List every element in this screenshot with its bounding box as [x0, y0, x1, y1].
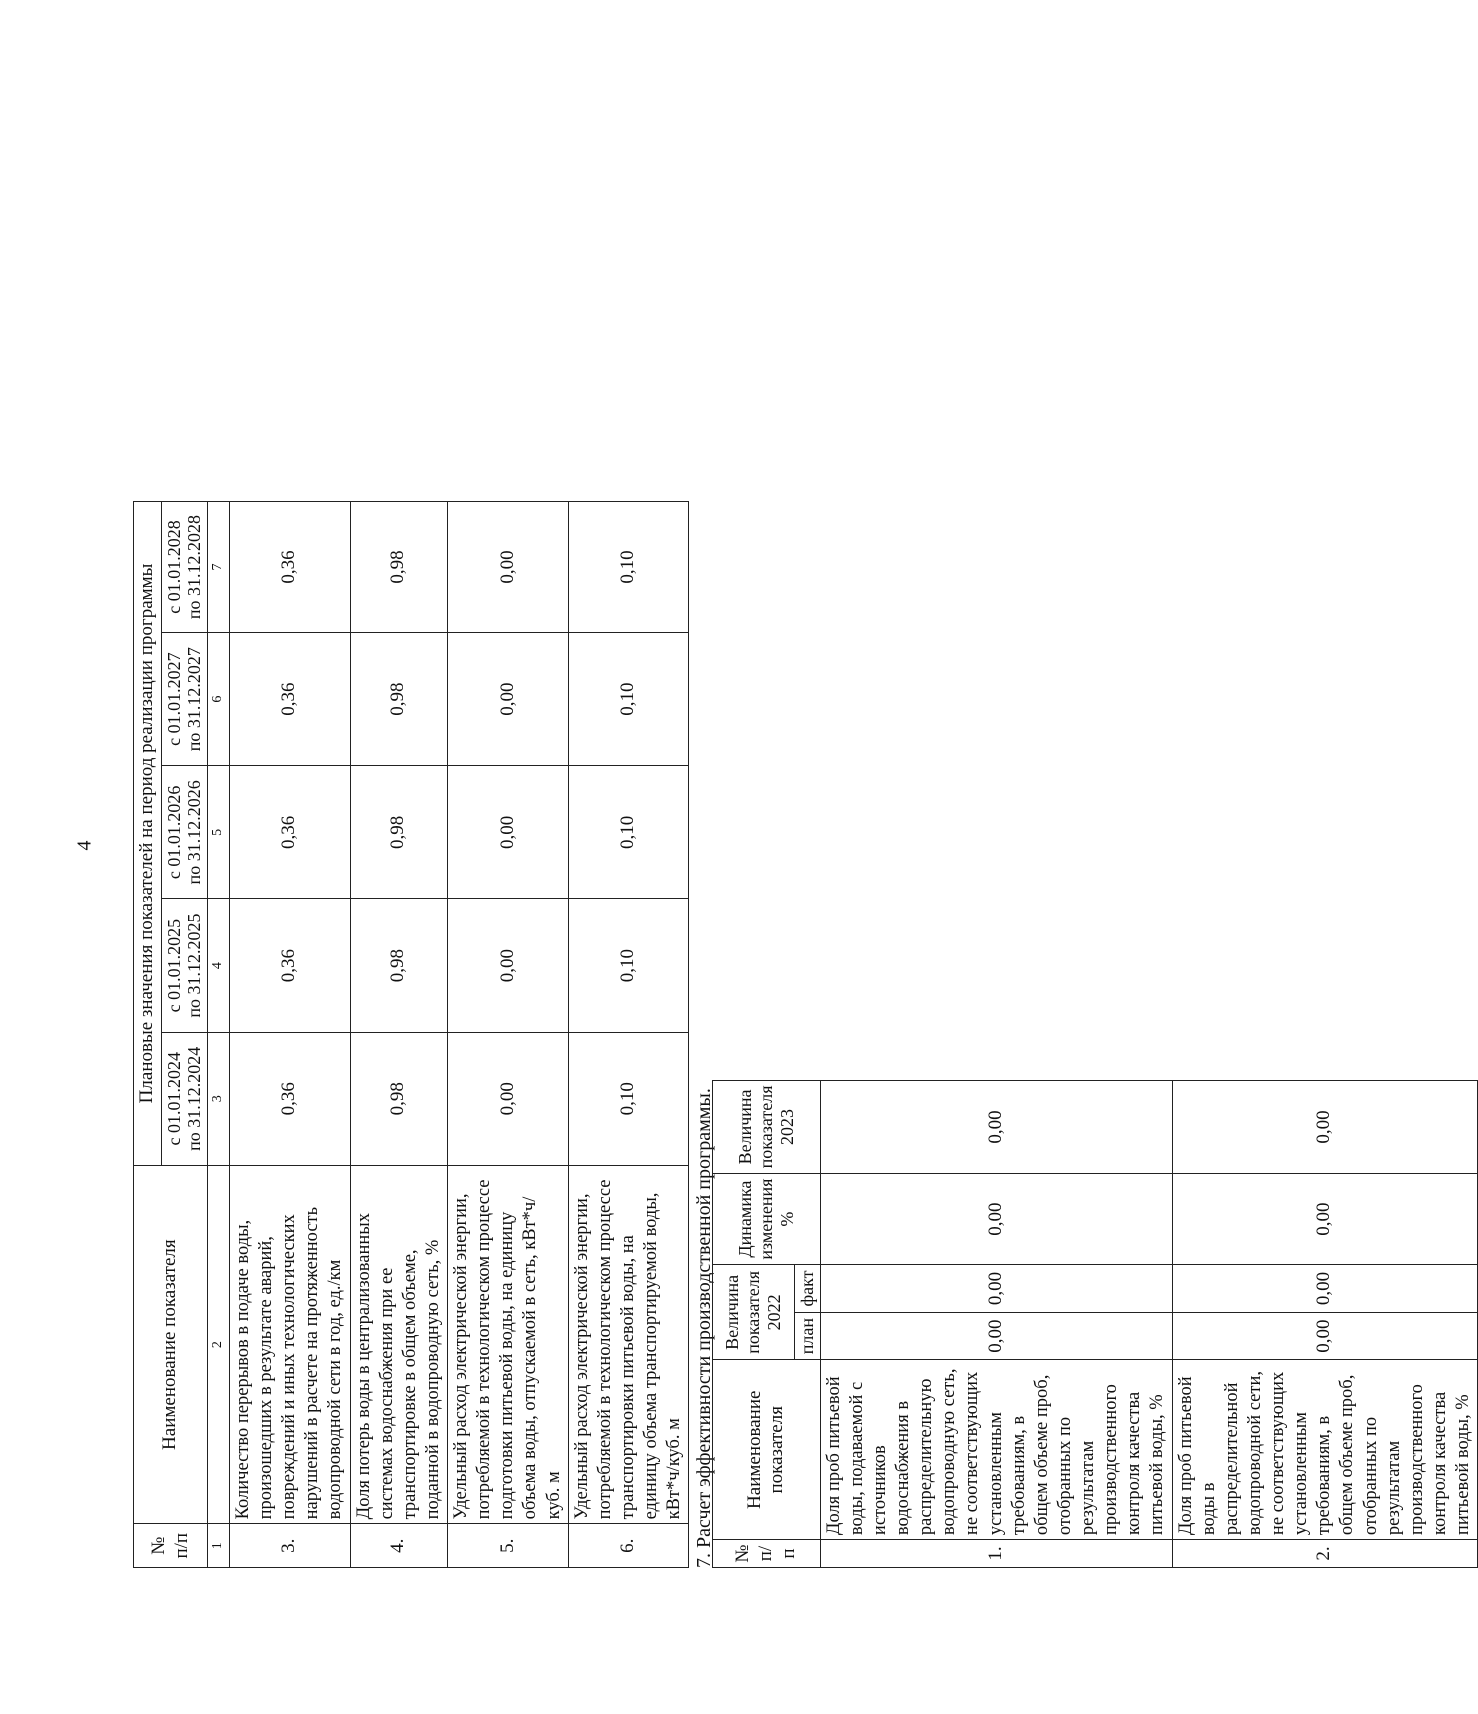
- row-num: 4.: [350, 1524, 448, 1568]
- row-value: 0,00: [448, 899, 569, 1032]
- index-cell: 4: [208, 899, 230, 1032]
- header-plan: план: [795, 1312, 821, 1360]
- row-value: 0,36: [229, 1032, 350, 1165]
- planned-indicators-table: [133, 501, 689, 1568]
- row-name: Количество перерывов в подаче воды, произошедших в результате аварий, повреждений и иных технологических нарушений в расчете на протяженность водопроводной сети в год, ед./км: [229, 1165, 350, 1524]
- index-cell: 6: [208, 633, 230, 766]
- row-value-2023: 0,00: [820, 1081, 1172, 1174]
- index-cell: 2: [208, 1165, 230, 1524]
- row-plan: 0,00: [1172, 1312, 1478, 1360]
- row-value: 0,00: [448, 502, 569, 633]
- header-num: № п/п: [713, 1540, 821, 1568]
- row-value: 0,00: [448, 1032, 569, 1165]
- row-dynamics: 0,00: [1172, 1173, 1478, 1264]
- efficiency-table-container: [712, 1080, 1478, 1568]
- row-value: 0,10: [568, 766, 689, 899]
- row-value: 0,36: [229, 899, 350, 1032]
- row-name: Доля проб питьевой воды, подаваемой с источников водоснабжения в распределительную водопроводную сеть, не соответствующих установленным требованиям, в общем объеме проб, отобранных по результатам производственного контроля качества питьевой воды, %: [820, 1360, 1172, 1540]
- row-name: Доля проб питьевой воды в распределительной водопроводной сети, не соответствующих установленным требованиям, в общем объеме проб, отобранных по результатам производственного контроля качества питьевой воды, %: [1172, 1360, 1478, 1540]
- header-value-2023: Величина показателя 2023: [713, 1081, 821, 1174]
- row-value: 0,10: [568, 1032, 689, 1165]
- header-period: с 01.01.2028 по 31.12.2028: [161, 502, 207, 633]
- row-num: 5.: [448, 1524, 569, 1568]
- indicators-table-container: [133, 501, 689, 1568]
- row-value: 0,36: [229, 633, 350, 766]
- table-row: [350, 502, 448, 1568]
- header-group: Плановые значения показателей на период реализации программы: [134, 502, 162, 1166]
- header-name: Наименование показателя: [713, 1360, 821, 1540]
- header-name: Наименование показателя: [134, 1165, 208, 1524]
- row-name: Удельный расход электрической энергии, потребляемой в технологическом процессе подготовки питьевой воды, на единицу объема воды, отпускаемой в сеть, кВт*ч/куб. м: [448, 1165, 569, 1524]
- row-num: 2.: [1172, 1540, 1478, 1568]
- row-value: 0,98: [350, 1032, 448, 1165]
- header-fact: факт: [795, 1265, 821, 1312]
- row-value: 0,98: [350, 502, 448, 633]
- row-value: 0,00: [448, 633, 569, 766]
- row-fact: 0,00: [1172, 1265, 1478, 1312]
- row-value: 0,36: [229, 766, 350, 899]
- row-num: 3.: [229, 1524, 350, 1568]
- header-period: с 01.01.2024 по 31.12.2024: [161, 1032, 207, 1165]
- header-value-2022: Величина показателя 2022: [713, 1265, 795, 1360]
- header-num: № п/п: [134, 1524, 208, 1568]
- row-plan: 0,00: [820, 1312, 1172, 1360]
- header-period: с 01.01.2026 по 31.12.2026: [161, 766, 207, 899]
- row-dynamics: 0,00: [820, 1173, 1172, 1264]
- table-row: [820, 1081, 1172, 1568]
- row-value: 0,98: [350, 899, 448, 1032]
- row-name: Доля потерь воды в централизованных системах водоснабжения при ее транспортировке в общем объеме, поданной в водопроводную сеть, %: [350, 1165, 448, 1524]
- row-value: 0,00: [448, 766, 569, 899]
- section-caption: 7. Расчет эффективности производственной программы.: [693, 1088, 715, 1568]
- index-cell: 7: [208, 502, 230, 633]
- table-row: [568, 502, 689, 1568]
- header-period: с 01.01.2027 по 31.12.2027: [161, 633, 207, 766]
- row-value: 0,98: [350, 633, 448, 766]
- page-number: 4: [73, 840, 96, 851]
- index-cell: 3: [208, 1032, 230, 1165]
- header-dynamics: Динамика изменения %: [713, 1173, 821, 1264]
- row-value: 0,98: [350, 766, 448, 899]
- table-row: [448, 502, 569, 1568]
- table-row: [1172, 1081, 1478, 1568]
- index-cell: 5: [208, 766, 230, 899]
- efficiency-table: [712, 1080, 1478, 1568]
- row-value: 0,10: [568, 502, 689, 633]
- row-num: 6.: [568, 1524, 689, 1568]
- row-value: 0,10: [568, 633, 689, 766]
- index-cell: 1: [208, 1524, 230, 1568]
- index-row: [208, 502, 230, 1568]
- row-name: Удельный расход электрической энергии, потребляемой в технологическом процессе транспортировки питьевой воды, на единицу объема транспортируемой воды, кВт*ч/куб. м: [568, 1165, 689, 1524]
- row-value: 0,10: [568, 899, 689, 1032]
- row-value-2023: 0,00: [1172, 1081, 1478, 1174]
- table-row: [229, 502, 350, 1568]
- row-value: 0,36: [229, 502, 350, 633]
- row-num: 1.: [820, 1540, 1172, 1568]
- header-period: с 01.01.2025 по 31.12.2025: [161, 899, 207, 1032]
- row-fact: 0,00: [820, 1265, 1172, 1312]
